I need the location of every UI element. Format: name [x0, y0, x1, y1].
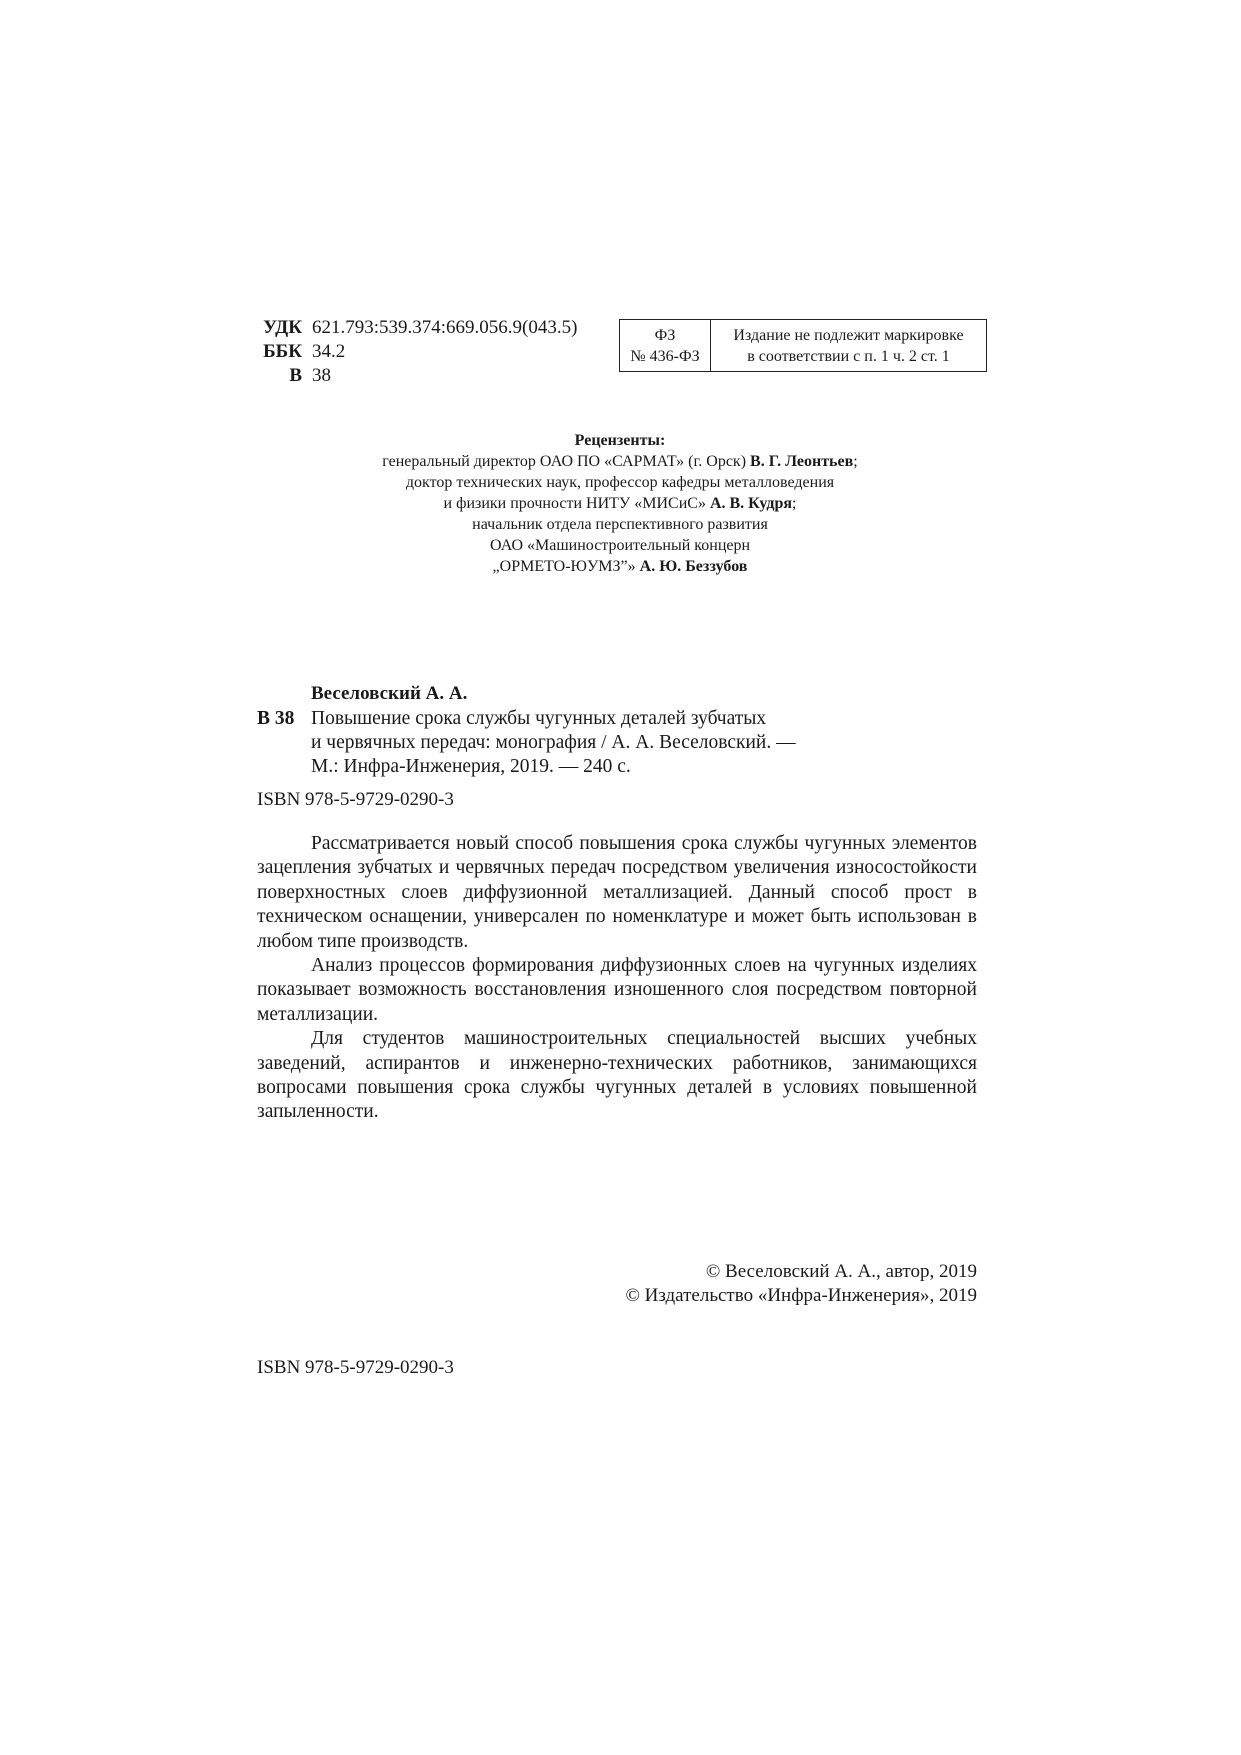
reviewers-title: Рецензенты:	[574, 432, 666, 449]
isbn-bottom: ISBN 978-5-9729-0290-3	[257, 1357, 454, 1378]
classification-block	[254, 316, 577, 388]
reviewer-line: начальник отдела перспективного развития	[472, 516, 768, 533]
annotation-text	[257, 832, 977, 1125]
reviewer-line: доктор технических наук, профессор кафедры металловедения	[405, 474, 835, 491]
annotation-paragraph: Для студентов машиностроительных специальностей высших учебных заведений, аспирантов и инженерно-технических работников, занимающихся вопросами повышения срока службы чугунных деталей в условиях повышенной запыленности.	[257, 1028, 977, 1123]
fz-note-line2: в соответствии с п. 1 ч. 2 ст. 1	[747, 347, 950, 365]
fz-note-cell	[711, 320, 986, 371]
reviewer-name: А. Ю. Беззубов	[639, 558, 748, 575]
fz-law-cell	[620, 320, 711, 371]
reviewers-block	[300, 430, 940, 577]
udk-row	[254, 316, 577, 340]
fz-law-line1: ФЗ	[654, 326, 676, 344]
author-mark-row	[254, 364, 577, 388]
copyright-block	[560, 1260, 977, 1308]
annotation-paragraph: Рассматривается новый способ повышения срока службы чугунных элементов зацепления зубчатых и червячных передач посредством увеличения износостойкости поверхностных слоев диффузионной металлизацией. Данный способ прост в техническом оснащении, универсален по номенклатуре и может быть использован в любом типе производств.	[257, 833, 977, 952]
reviewer-line: ОАО «Машиностроительный концерн	[489, 537, 751, 554]
reviewer-name: В. Г. Леонтьев	[750, 453, 854, 470]
udk-value: 621.793:539.374:669.056.9(043.5)	[312, 317, 578, 338]
bbk-value: 34.2	[312, 341, 346, 362]
biblio-line: М.: Инфра-Инженерия, 2019. — 240 с.	[311, 756, 631, 777]
fz-note-line1: Издание не подлежит маркировке	[733, 326, 964, 344]
reviewer-name: А. В. Кудря	[709, 495, 793, 512]
isbn-record: ISBN 978-5-9729-0290-3	[257, 789, 454, 810]
bbk-label: ББК	[263, 341, 302, 362]
author-mark-code: В 38	[257, 708, 295, 729]
copyright-publisher: © Издательство «Инфра-Инженерия», 2019	[625, 1285, 977, 1306]
author-mark-value: 38	[312, 365, 331, 386]
book-author: Веселовский А. А.	[311, 683, 468, 704]
biblio-line: Повышение срока службы чугунных деталей зубчатых	[311, 708, 767, 729]
author-mark-label: В	[289, 365, 302, 386]
reviewer-line: генеральный директор ОАО ПО «САРМАТ» (г. Орск) В. Г. Леонтьев;	[382, 453, 858, 470]
annotation-paragraph: Анализ процессов формирования диффузионных слоев на чугунных изделиях показывает возможность восстановления изношенного слоя посредством повторной металлизации.	[257, 955, 977, 1025]
copyright-author: © Веселовский А. А., автор, 2019	[705, 1261, 977, 1282]
bbk-row	[254, 340, 577, 364]
fz-law-line2: № 436-ФЗ	[630, 347, 700, 365]
fz-label-box	[619, 319, 987, 372]
biblio-line: и червячных передач: монография / А. А. Веселовский. —	[311, 732, 796, 753]
reviewer-line: „ОРМЕТО-ЮУМЗ”» А. Ю. Беззубов	[492, 558, 748, 575]
udk-label: УДК	[263, 317, 302, 338]
bibliographic-record	[257, 707, 957, 779]
reviewer-line: и физики прочности НИТУ «МИСиС» А. В. Кудря;	[443, 495, 797, 512]
